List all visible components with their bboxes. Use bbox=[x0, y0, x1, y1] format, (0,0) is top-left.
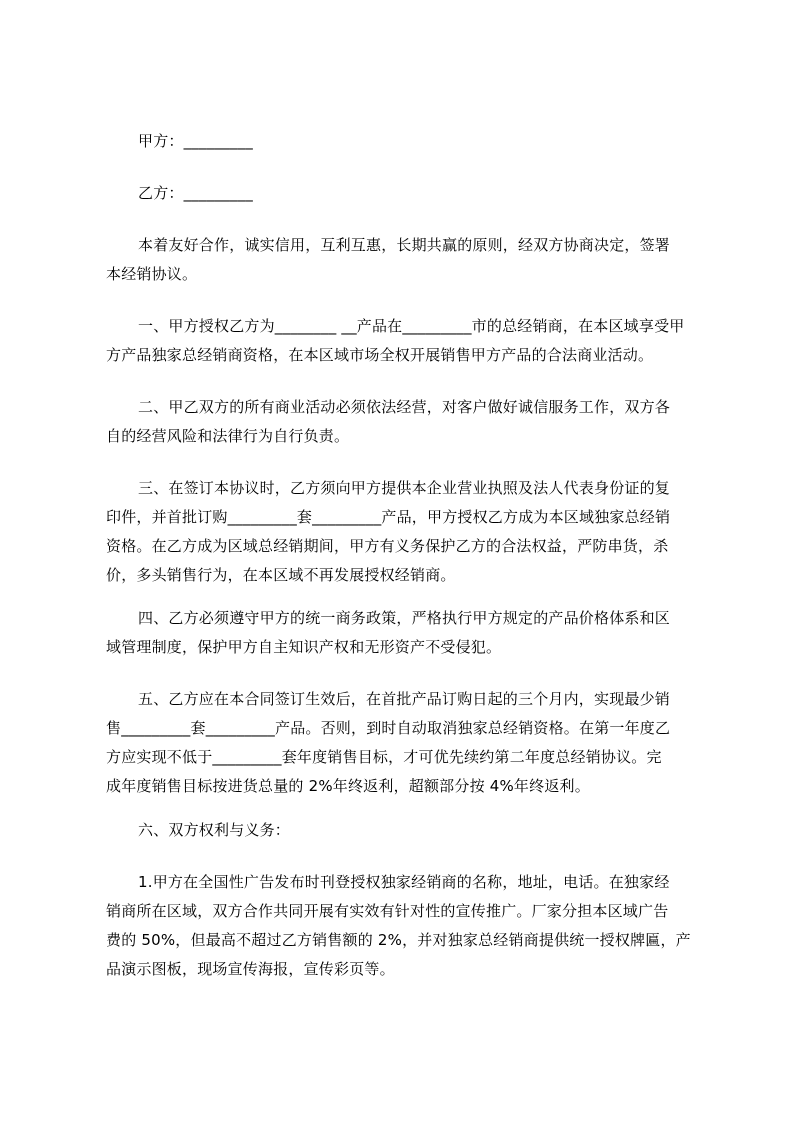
clause-6-title bbox=[106, 816, 700, 845]
clause-1-paragraph bbox=[106, 312, 700, 370]
party-a-text: 甲方：_________ bbox=[138, 132, 253, 150]
paragraph-line: 1.甲方在全国性广告发布时刊登授权独家经销商的名称，地址，电话。在独家经 bbox=[138, 873, 670, 891]
paragraph-line: 五、乙方应在本合同签订生效后，在首批产品订购日起的三个月内，实现最少销 bbox=[138, 690, 671, 708]
paragraph-line: 本着友好合作，诚实信用，互利互惠，长期共赢的原则，经双方协商决定，签署 bbox=[138, 236, 671, 254]
paragraph-line: 方产品独家总经销商资格，在本区域市场全权开展销售甲方产品的合法商业活动。 bbox=[106, 346, 654, 364]
paragraph-line: 费的 50%，但最高不超过乙方销售额的 2%，并对独家总经销商提供统一授权牌匾，产 bbox=[106, 931, 691, 949]
paragraph-line: 售_________套_________产品。否则，到时自动取消独家总经销资格。在第一年度乙 bbox=[106, 719, 671, 737]
paragraph-line: 印件，并首批订购_________套_________产品，甲方授权乙方成为本区域独家总经销 bbox=[106, 508, 671, 526]
clause-6-item-1-paragraph bbox=[106, 868, 700, 984]
party-b-text: 乙方：_________ bbox=[138, 184, 253, 202]
paragraph-line: 品演示图板，现场宣传海报，宣传彩页等。 bbox=[106, 960, 395, 978]
paragraph-line: 本经销协议。 bbox=[106, 265, 198, 283]
paragraph-line: 二、甲乙双方的所有商业活动必须依法经营，对客户做好诚信服务工作，双方各 bbox=[138, 398, 671, 416]
clause-5-paragraph bbox=[106, 685, 700, 801]
paragraph-line: 三、在签订本协议时，乙方须向甲方提供本企业营业执照及法人代表身份证的复 bbox=[138, 479, 671, 497]
paragraph-line: 方应实现不低于_________套年度销售目标，才可优先续约第二年度总经销协议。完 bbox=[106, 748, 662, 766]
intro-paragraph bbox=[106, 231, 700, 289]
paragraph-line: 四、乙方必须遵守甲方的统一商务政策，严格执行甲方规定的产品价格体系和区 bbox=[138, 609, 671, 627]
paragraph-line: 自的经营风险和法律行为自行负责。 bbox=[106, 427, 350, 445]
party-b-line bbox=[106, 179, 700, 208]
clause-2-paragraph bbox=[106, 393, 700, 451]
paragraph-line: 价，多头销售行为，在本区域不再发展授权经销商。 bbox=[106, 566, 456, 584]
paragraph-line: 销商所在区域，双方合作共同开展有实效有针对性的宣传推广。厂家分担本区域广告 bbox=[106, 902, 669, 920]
clause-3-paragraph bbox=[106, 474, 700, 590]
paragraph-line: 资格。在乙方成为区域总经销期间，甲方有义务保护乙方的合法权益，严防串货，杀 bbox=[106, 537, 669, 555]
paragraph-line: 域管理制度，保护甲方自主知识产权和无形资产不受侵犯。 bbox=[106, 638, 502, 656]
paragraph-line: 一、甲方授权乙方为________ __产品在_________市的总经销商，在本区域享受甲 bbox=[138, 317, 685, 335]
party-a-line bbox=[106, 127, 700, 156]
paragraph-line: 成年度销售目标按进货总量的 2%年终返利，超额部分按 4%年终返利。 bbox=[106, 777, 590, 795]
clause-6-title-text: 六、双方权利与义务： bbox=[138, 821, 291, 839]
clause-4-paragraph bbox=[106, 604, 700, 662]
